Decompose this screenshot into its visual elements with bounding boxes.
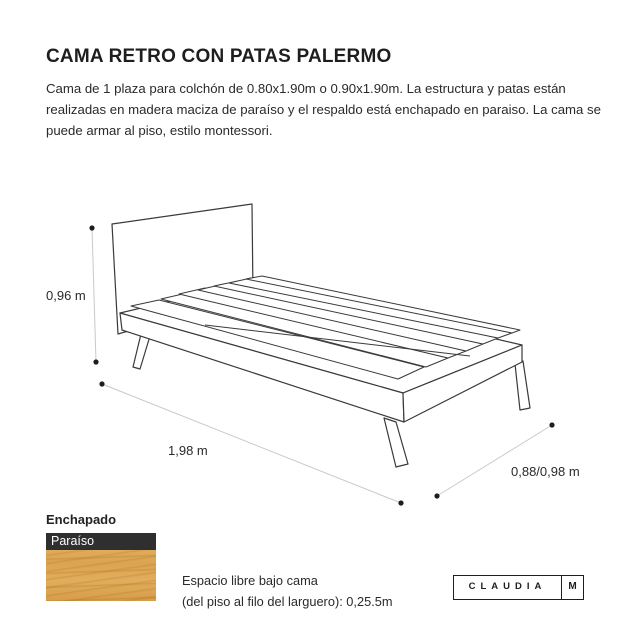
back-left-leg	[133, 334, 150, 369]
length-point-start	[99, 381, 104, 386]
clearance-line-2: (del piso al filo del larguero): 0,25.5m	[182, 594, 393, 609]
height-dimension-line	[92, 228, 96, 362]
brand-logo	[453, 575, 584, 600]
width-dimension-label: 0,88/0,98 m	[511, 464, 580, 479]
height-point-top	[89, 225, 94, 230]
front-left-leg	[384, 418, 408, 467]
brand-mark: M	[561, 576, 583, 599]
width-point-start	[434, 493, 439, 498]
length-dimension-label: 1,98 m	[168, 443, 208, 458]
product-description: Cama de 1 plaza para colchón de 0.80x1.90m o 0.90x1.90m. La estructura y patas están realizadas en madera maciza de paraíso y el respaldo está enchapado en paraiso. La cama se puede armar al piso, estilo montessori.	[46, 81, 601, 138]
brand-name: CLAUDIA	[468, 581, 547, 592]
clearance-line-1: Espacio libre bajo cama	[182, 573, 318, 588]
length-point-end	[398, 500, 403, 505]
width-dimension-line	[437, 425, 552, 496]
veneer-heading: Enchapado	[46, 512, 117, 527]
clearance-note	[182, 570, 393, 612]
veneer-swatch-label: Paraíso	[46, 533, 156, 550]
product-title: CAMA RETRO CON PATAS PALERMO	[46, 46, 392, 67]
veneer-swatch	[46, 533, 156, 601]
height-dimension-label: 0,96 m	[46, 288, 86, 303]
back-right-leg	[515, 361, 530, 410]
height-point-bottom	[93, 359, 98, 364]
width-point-end	[549, 422, 554, 427]
